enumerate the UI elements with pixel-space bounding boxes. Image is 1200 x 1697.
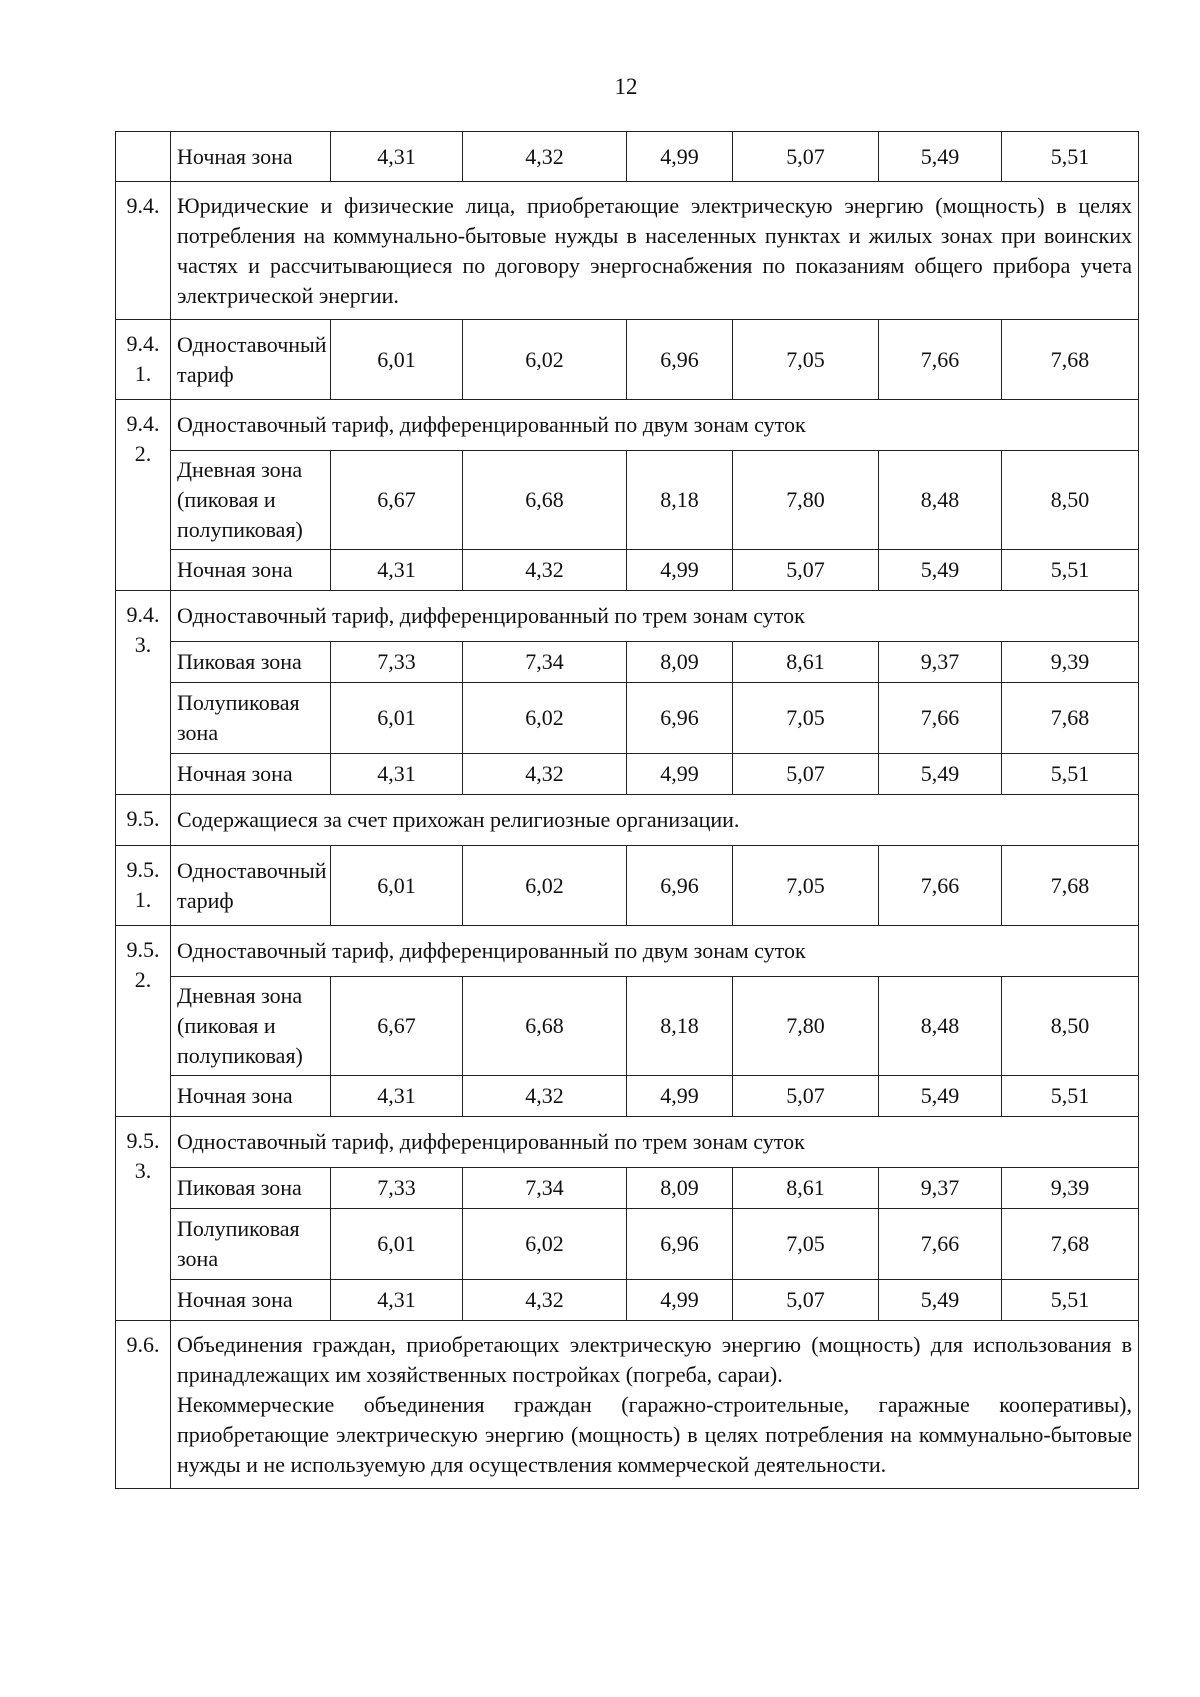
value-cell: 5,51 [1002,1280,1139,1321]
row-label: Полупиковая зона [171,1209,331,1280]
table-row [116,1209,1139,1280]
row-label: Ночная зона [171,132,331,182]
table-row [116,1280,1139,1321]
row-label: Дневная зона (пиковая и полупиковая) [171,977,331,1076]
row-number: 9.5. 2. [116,926,171,1117]
value-cell: 8,48 [879,977,1002,1076]
value-cell: 8,61 [733,1168,879,1209]
section-number: 9.4. [116,182,171,320]
value-cell: 8,09 [627,1168,733,1209]
value-cell: 6,02 [463,1209,627,1280]
value-cell: 4,32 [463,132,627,182]
value-cell: 6,02 [463,320,627,400]
subsection-title: Одноставочный тариф, дифференцированный по трем зонам суток [171,591,1139,642]
value-cell: 6,01 [331,1209,463,1280]
table-row [116,451,1139,550]
value-cell: 5,51 [1002,754,1139,795]
row-number: 9.4. 3. [116,591,171,795]
value-cell: 8,61 [733,642,879,683]
value-cell: 7,05 [733,683,879,754]
row-label: Пиковая зона [171,1168,331,1209]
value-cell: 6,02 [463,683,627,754]
value-cell: 4,32 [463,1280,627,1321]
table-row [116,642,1139,683]
value-cell: 7,05 [733,1209,879,1280]
value-cell: 7,05 [733,846,879,926]
value-cell: 4,99 [627,132,733,182]
row-label: Ночная зона [171,1076,331,1117]
row-label: Одноставочный тариф [171,846,331,926]
row-number: 9.4. 2. [116,400,171,591]
subsection-title: Одноставочный тариф, дифференцированный по двум зонам суток [171,400,1139,451]
table-row [116,320,1139,400]
value-cell: 4,31 [331,550,463,591]
value-cell: 8,09 [627,642,733,683]
row-label: Ночная зона [171,550,331,591]
table-row [116,754,1139,795]
value-cell: 5,07 [733,132,879,182]
page-number: 12 [614,74,638,99]
value-cell: 7,34 [463,642,627,683]
value-cell: 9,39 [1002,642,1139,683]
value-cell: 6,68 [463,451,627,550]
section-row [116,182,1139,320]
value-cell: 7,68 [1002,320,1139,400]
value-cell: 5,07 [733,754,879,795]
row-label: Ночная зона [171,1280,331,1321]
value-cell: 5,49 [879,1076,1002,1117]
table-row [116,977,1139,1076]
value-cell: 4,32 [463,550,627,591]
value-cell: 6,67 [331,977,463,1076]
value-cell: 6,96 [627,683,733,754]
table-row [116,1076,1139,1117]
value-cell: 4,31 [331,132,463,182]
section-number: 9.6. [116,1321,171,1489]
value-cell: 4,99 [627,1280,733,1321]
table-row [116,1168,1139,1209]
value-cell: 7,80 [733,451,879,550]
row-label: Полупиковая зона [171,683,331,754]
value-cell: 9,39 [1002,1168,1139,1209]
section-paragraph: Объединения граждан, приобретающих электрическую энергию (мощность) для использования в принадлежащих им хозяйственных постройках (погреба, сараи). [177,1332,1132,1387]
row-label: Одноставочный тариф [171,320,331,400]
value-cell: 8,18 [627,977,733,1076]
tariff-table [115,131,1139,1489]
value-cell: 6,96 [627,846,733,926]
section-row [116,795,1139,846]
value-cell: 8,50 [1002,451,1139,550]
value-cell: 8,50 [1002,977,1139,1076]
row-number: 9.5. 1. [116,846,171,926]
row-label: Ночная зона [171,754,331,795]
value-cell: 4,99 [627,1076,733,1117]
value-cell: 5,51 [1002,550,1139,591]
section-number: 9.5. [116,795,171,846]
value-cell: 7,68 [1002,846,1139,926]
value-cell: 5,07 [733,1076,879,1117]
value-cell: 7,66 [879,1209,1002,1280]
value-cell: 5,07 [733,550,879,591]
value-cell: 4,31 [331,1076,463,1117]
value-cell: 5,51 [1002,132,1139,182]
value-cell: 7,68 [1002,683,1139,754]
section-paragraph: Некоммерческие объединения граждан (гаражно-строительные, гаражные кооперативы), приобретающие электрическую энергию (мощность) в целях потребления на коммунально-бытовые нужды и не используемую для осуществления коммерческой деятельности. [177,1392,1132,1477]
value-cell: 6,01 [331,320,463,400]
value-cell: 4,31 [331,1280,463,1321]
value-cell: 5,07 [733,1280,879,1321]
table-row [116,683,1139,754]
value-cell: 6,01 [331,683,463,754]
row-number: 9.5. 3. [116,1117,171,1321]
value-cell: 6,01 [331,846,463,926]
value-cell: 6,96 [627,1209,733,1280]
value-cell: 9,37 [879,1168,1002,1209]
value-cell: 5,49 [879,754,1002,795]
value-cell: 4,99 [627,550,733,591]
section-description: Юридические и физические лица, приобретающие электрическую энергию (мощность) в целях потребления на коммунально-бытовые нужды в населенных пунктах и жилых зонах при воинских частях и рассчитывающиеся по договору энергоснабжения по показаниям общего прибора учета электрической энергии. [171,182,1139,320]
value-cell: 6,96 [627,320,733,400]
value-cell: 9,37 [879,642,1002,683]
value-cell: 6,67 [331,451,463,550]
value-cell: 7,66 [879,320,1002,400]
subsection-row [116,1117,1139,1168]
value-cell: 7,33 [331,1168,463,1209]
value-cell: 4,32 [463,754,627,795]
value-cell: 4,32 [463,1076,627,1117]
row-label: Дневная зона (пиковая и полупиковая) [171,451,331,550]
subsection-title: Одноставочный тариф, дифференцированный по двум зонам суток [171,926,1139,977]
value-cell: 8,18 [627,451,733,550]
value-cell: 7,33 [331,642,463,683]
value-cell: 6,68 [463,977,627,1076]
value-cell: 7,05 [733,320,879,400]
value-cell: 5,49 [879,132,1002,182]
value-cell: 7,34 [463,1168,627,1209]
table-row [116,846,1139,926]
value-cell: 7,66 [879,846,1002,926]
value-cell: 6,02 [463,846,627,926]
value-cell: 7,80 [733,977,879,1076]
value-cell: 7,66 [879,683,1002,754]
subsection-title: Одноставочный тариф, дифференцированный по трем зонам суток [171,1117,1139,1168]
value-cell: 7,68 [1002,1209,1139,1280]
section-description: Содержащиеся за счет прихожан религиозные организации. [171,795,1139,846]
value-cell: 5,49 [879,1280,1002,1321]
value-cell: 5,49 [879,550,1002,591]
value-cell: 5,51 [1002,1076,1139,1117]
row-number [116,132,171,182]
subsection-row [116,591,1139,642]
subsection-row [116,926,1139,977]
section-row [116,1321,1139,1489]
row-label: Пиковая зона [171,642,331,683]
value-cell: 8,48 [879,451,1002,550]
table-row [116,132,1139,182]
table-row [116,550,1139,591]
subsection-row [116,400,1139,451]
row-number: 9.4. 1. [116,320,171,400]
section-description [171,1321,1139,1489]
value-cell: 4,99 [627,754,733,795]
value-cell: 4,31 [331,754,463,795]
